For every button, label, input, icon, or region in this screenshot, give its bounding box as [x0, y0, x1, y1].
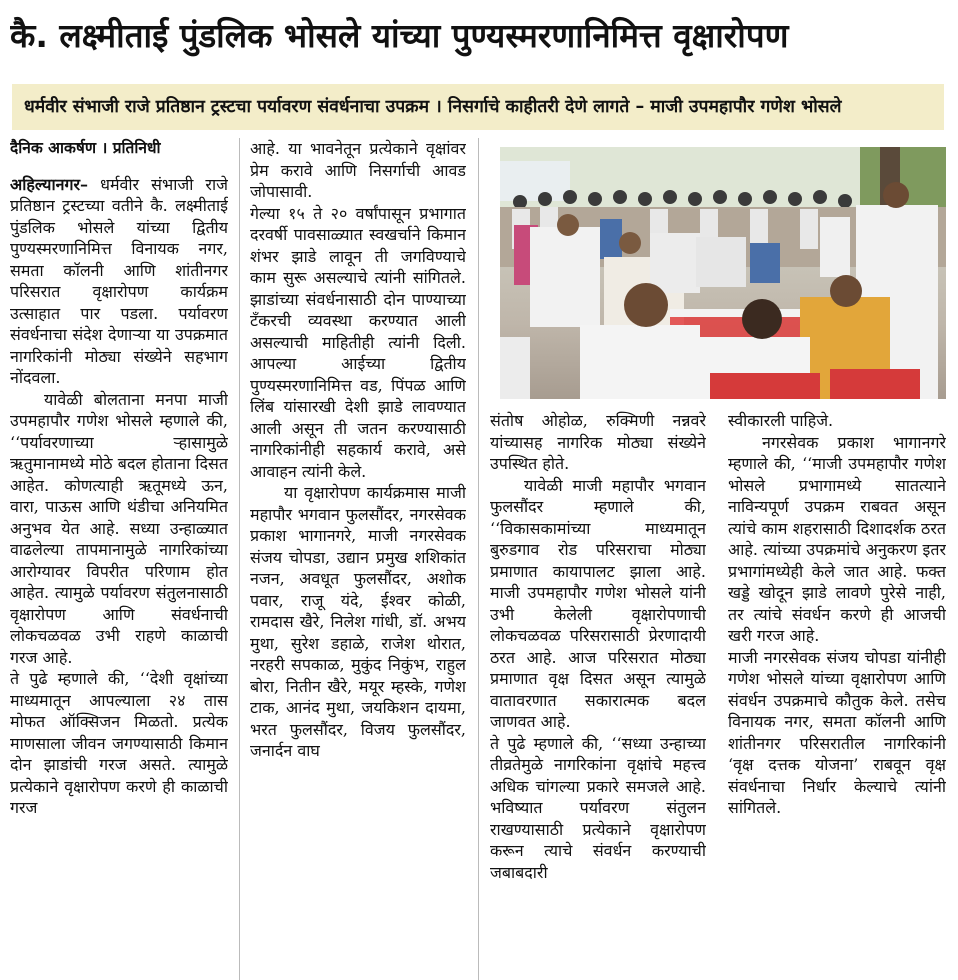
article-column-4 [728, 410, 946, 980]
article-paragraph: माजी नगरसेवक संजय चोपडा यांनीही गणेश भोसले यांच्या वृक्षारोपण आणि संवर्धन उपक्रमाचे कौतुक केले. तसेच विनायक नगर, समता कॉलनी आणि शांतीनगर परिसरातील नागरिकांनी ‘वृक्ष दत्तक योजना’ राबवून वृक्ष संवर्धनाचा निर्धार केल्याचे त्यांनी सांगितले. [728, 647, 946, 817]
subheadline: धर्मवीर संभाजी राजे प्रतिष्ठान ट्रस्टचा पर्यावरण संवर्धनाचा उपक्रम । निसर्गाचे काहीतरी देणे लागते – माजी उपमहापौर गणेश भोसले [12, 84, 944, 130]
article-column-2 [250, 138, 466, 980]
dateline: अहिल्यानगर– [10, 174, 89, 194]
article-paragraph: या वृक्षारोपण कार्यक्रमास माजी महापौर भगवान फुलसौंदर, नगरसेवक प्रकाश भागानगरे, माजी नगरसेवक संजय चोपडा, उद्यान प्रमुख शशिकांत नजन, अवधूत फुलसौंदर, अशोक पवार, राजू यंदे, ईश्वर कोळी, रामदास खैरे, निलेश गांधी, डॉ. अभय मुथा, सुरेश डहाळे, राजेश थोरात, नरहरी सपकाळ, मुकुंद निकुंभ, राहुल बोरा, नितीन खैरे, मयूर म्हस्के, गणेश टाक, आनंद मुथा, जयकिशन दायमा, भरत फुलसौंदर, विजय फुलसौंदर, जनार्दन वाघ [250, 483, 466, 760]
article-paragraph: यावेळी माजी महापौर भगवान फुलसौंदर म्हणाले की, ‘‘विकासकामांच्या माध्यमातून बुरुडगाव रोड परिसराचा मोठ्या प्रमाणात कायापालट झाला आहे. माजी उपमहापौर गणेश भोसले यांनी उभी केलेली वृक्षारोपणाची लोकचळवळ परिसरासाठी प्रेरणादायी ठरत आहे. आज परिसरात मोठ्या प्रमाणात वृक्ष दिसत असून त्यामुळे वातावरणात सकारात्मक बदल जाणवत आहे. [490, 475, 706, 731]
column-divider [478, 138, 479, 980]
byline: दैनिक आकर्षण । प्रतिनिधी [10, 139, 161, 157]
article-paragraph [10, 174, 228, 389]
article-paragraph: नगरसेवक प्रकाश भागानगरे म्हणाले की, ‘‘माजी उपमहापौर गणेश भोसले प्रभागामध्ये सातत्याने नाविन्यपूर्ण उपक्रम राबवत असून त्यांचे काम शहरासाठी दिशादर्शक ठरत आहे. त्यांच्या उपक्रमांचे अनुकरण इतर प्रभागांमध्येही केले जात आहे. फक्त खड्डे खोदून झाडे लावणे पुरेसे नाही, तर त्यांचे संवर्धन करणे ही आजची खरी गरज आहे. [728, 432, 946, 645]
article-paragraph: ते पुढे म्हणाले की, ‘‘सध्या उन्हाच्या तीव्रतेमुळे नागरिकांना वृक्षांचे महत्त्व अधिक चांगल्या प्रकारे समजले आहे. भविष्यात पर्यावरण संतुलन राखण्यासाठी प्रत्येकाने वृक्षारोपण करून त्याचे संवर्धन करण्याची जबाबदारी [490, 733, 706, 882]
column-divider [239, 138, 240, 980]
article-paragraph: आहे. या भावनेतून प्रत्येकाने वृक्षांवर प्रेम करावे आणि निसर्गाची आवड जोपासावी. [250, 139, 466, 201]
article-column-3 [490, 410, 706, 980]
article-paragraph: ते पुढे म्हणाले की, ‘‘देशी वृक्षांच्या माध्यमातून आपल्याला २४ तास मोफत ऑक्सिजन मिळतो. प्रत्येक माणसाला जीवन जगण्यासाठी किमान दोन झाडांची गरज असते. त्यामुळे प्रत्येकाने वृक्षारोपण करणे ही काळाची गरज [10, 669, 228, 817]
article-paragraph: स्वीकारली पाहिजे. [728, 411, 834, 430]
article-paragraph: गेल्या १५ ते २० वर्षांपासून प्रभागात दरवर्षी पावसाळ्यात स्वखर्चाने किमान शंभर झाडे लावून ती जगविण्याचे काम सुरू असल्याचे त्यांनी सांगितले. झाडांच्या संवर्धनासाठी दोन पाण्याच्या टँकरची व्यवस्था करण्यात आली असल्याची माहितीही त्यांनी दिली. आपल्या आईच्या द्वितीय पुण्यस्मरणानिमित्त वड, पिंपळ आणि लिंब यांसारखी देशी झाडे लावण्यात आली असून ती जतन करण्यासाठी नागरिकांनीही सहकार्य करावे, असे आवाहन त्यांनी केले. [250, 203, 466, 481]
event-photo [500, 147, 946, 399]
article-paragraph: यावेळी बोलताना मनपा माजी उपमहापौर गणेश भोसले म्हणाले की, ‘‘पर्यावरणाच्या ऱ्हासामुळे ऋतुमानामध्ये मोठे बदल होताना दिसत आहेत. कोणत्याही ऋतूमध्ये ऊन, वारा, पाऊस आणि थंडीचा अनियमित अनुभव येत आहे. सध्या उन्हाळ्यात वाढलेल्या तापमानामुळे नागरिकांच्या आरोग्यावर विपरीत परिणाम होत आहेत. त्यामुळे पर्यावरण संतुलनासाठी वृक्षारोपण आणि संवर्धनाची लोकचळवळ उभी राहणे काळाची गरज आहे. [10, 389, 228, 667]
article-paragraph: संतोष ओहोळ, रुक्मिणी नन्नवरे यांच्यासह नागरिक मोठ्या संख्येने उपस्थित होते. [490, 411, 706, 473]
paragraph-text: धर्मवीर संभाजी राजे प्रतिष्ठान ट्रस्टच्या वतीने कै. लक्ष्मीताई पुंडलिक भोसले यांच्या द्वितीय पुण्यस्मरणानिमित्त विनायक नगर, समता कॉलनी आणि शांतीनगर परिसरात वृक्षारोपण कार्यक्रम उत्साहात पार पडला. पर्यावरण संवर्धनाचा संदेश देणाऱ्या या उपक्रमात नागरिकांनी मोठ्या संख्येने सहभाग नोंदवला. [10, 174, 228, 387]
event-photo-illustration [500, 147, 946, 399]
headline: कै. लक्ष्मीताई पुंडलिक भोसले यांच्या पुण्यस्मरणानिमित्त वृक्षारोपण [10, 16, 789, 55]
article-column-1 [10, 138, 228, 980]
